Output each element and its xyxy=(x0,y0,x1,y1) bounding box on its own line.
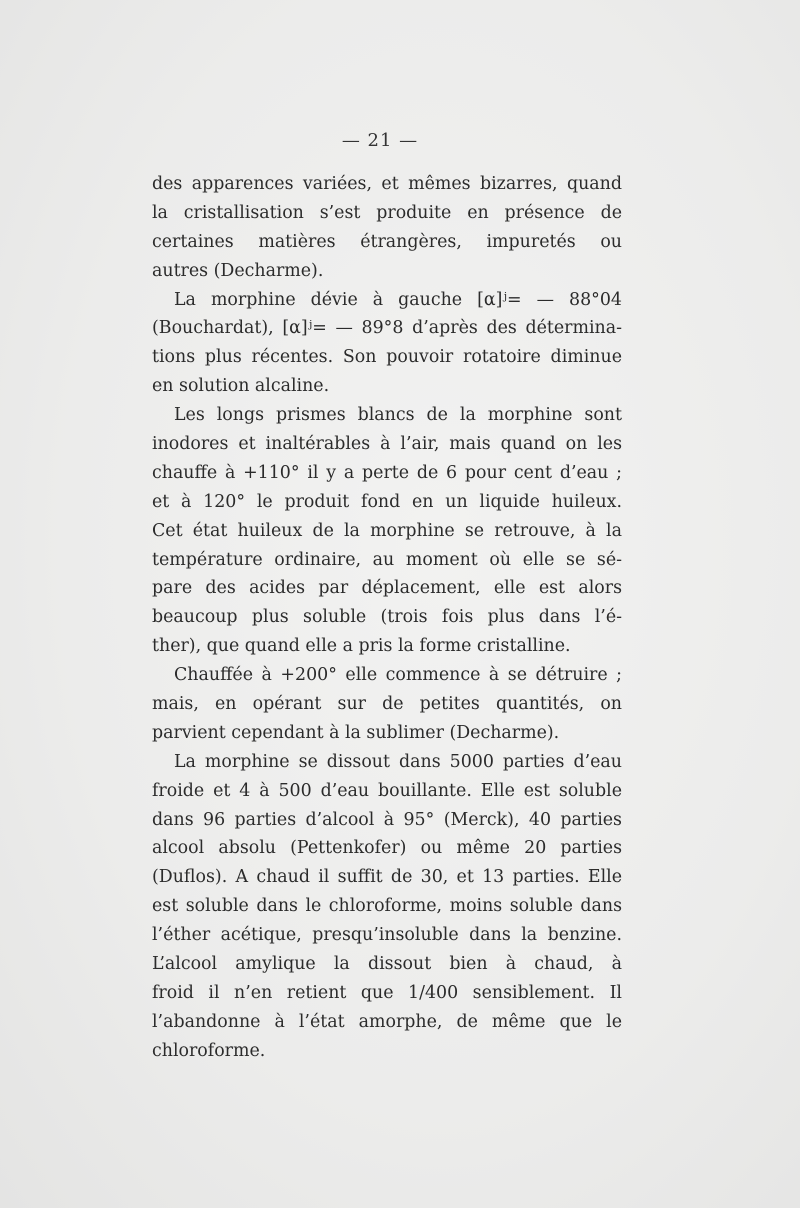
text-line: froid il n’en retient que 1/400 sensiblement. Il xyxy=(152,982,622,1003)
text-line: (Duflos). A chaud il suffit de 30, et 13 parties. Elle xyxy=(152,867,622,888)
text-line: Chauffée à +200° elle commence à se détruire ; xyxy=(174,665,622,686)
text-line: Cet état huileux de la morphine se retrouve, à la xyxy=(152,520,622,541)
text-line: chauffe à +110° il y a perte de 6 pour cent d’eau ; xyxy=(152,462,622,483)
text-line: La morphine dévie à gauche [α]ʲ= — 88°04 xyxy=(174,289,622,310)
text-line: la cristallisation s’est produite en présence de xyxy=(152,202,622,223)
text-line: tions plus récentes. Son pouvoir rotatoire diminue xyxy=(152,347,622,368)
text-line: ther), que quand elle a pris la forme cristalline. xyxy=(152,636,571,657)
text-line: pare des acides par déplacement, elle est alors xyxy=(152,578,622,599)
text-line: certaines matières étrangères, impuretés ou xyxy=(152,231,622,252)
text-line: froide et 4 à 500 d’eau bouillante. Elle est soluble xyxy=(152,780,622,801)
text-line: parvient cependant à la sublimer (Decharme). xyxy=(152,722,560,743)
text-line: Les longs prismes blancs de la morphine sont xyxy=(174,405,622,426)
text-line: L’alcool amylique la dissout bien à chaud, à xyxy=(152,954,622,975)
text-line: l’abandonne à l’état amorphe, de même que le xyxy=(152,1011,622,1032)
text-line: dans 96 parties d’alcool à 95° (Merck), 40 parties xyxy=(152,809,622,830)
text-line: La morphine se dissout dans 5000 parties d’eau xyxy=(174,751,622,772)
text-line: en solution alcaline. xyxy=(152,376,330,397)
text-line: et à 120° le produit fond en un liquide huileux. xyxy=(152,491,622,512)
text-line: mais, en opérant sur de petites quantités, on xyxy=(152,694,622,715)
text-line: autres (Decharme). xyxy=(152,260,324,281)
text-line: chloroforme. xyxy=(152,1040,266,1061)
page-number: — 21 — xyxy=(341,130,419,151)
text-line: est soluble dans le chloroforme, moins soluble dans xyxy=(152,896,622,917)
text-line: des apparences variées, et mêmes bizarres, quand xyxy=(152,174,622,194)
text-line: beaucoup plus soluble (trois fois plus dans l’é- xyxy=(152,607,622,628)
text-line: inodores et inaltérables à l’air, mais quand on les xyxy=(152,434,622,455)
text-line: alcool absolu (Pettenkofer) ou même 20 parties xyxy=(152,838,622,859)
text-line: température ordinaire, au moment où elle se sé- xyxy=(152,549,622,570)
text-line: l’éther acétique, presqu’insoluble dans la benzine. xyxy=(152,925,622,946)
text-line: (Bouchardat), [α]ʲ= — 89°8 d’après des détermina- xyxy=(152,318,622,339)
body-text xyxy=(152,170,622,1066)
